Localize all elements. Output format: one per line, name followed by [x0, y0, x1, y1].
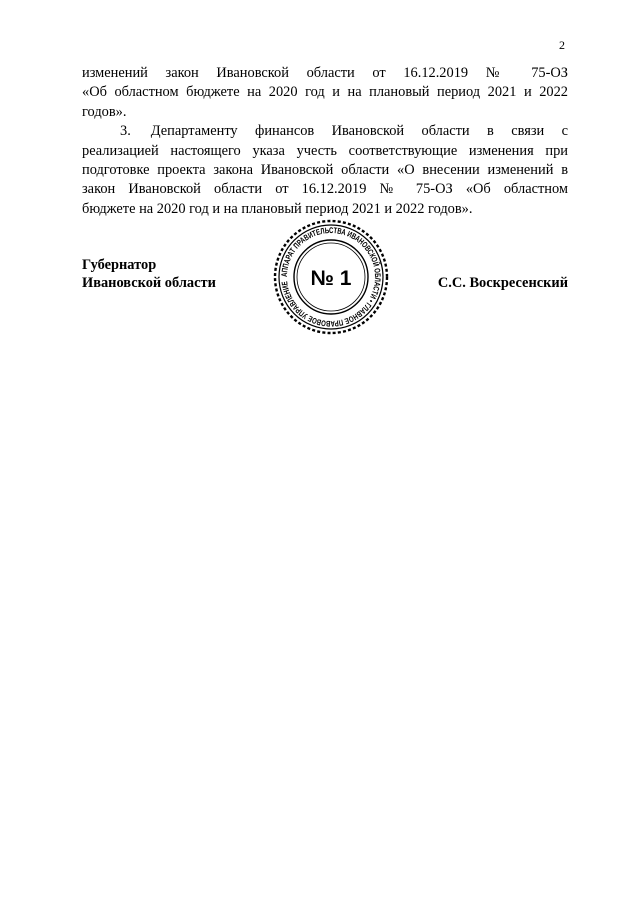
text-line: «Об областном бюджете на 2020 год и на плановый период 2021 и 2022 [82, 84, 568, 101]
position-region: Ивановской области [82, 275, 216, 291]
text-line: реализацией настоящего указа учесть соответствующие изменения при [82, 142, 568, 159]
item-text: Департаменту финансов Ивановской области в связи с [150, 123, 568, 140]
text-line: бюджете на 2020 год и на плановый период 2021 и 2022 годов». [82, 200, 473, 217]
signatory-position [82, 256, 216, 292]
signature-block [82, 256, 568, 336]
text-line: изменений закон Ивановской области от 16.12.2019 № 75-ОЗ [82, 65, 568, 81]
item-number: 3. [120, 123, 131, 140]
paragraph-item-3 [82, 122, 568, 219]
paragraph-continuation [82, 64, 568, 122]
text-line [82, 122, 568, 141]
page-number: 2 [559, 38, 565, 52]
position-title: Губернатор [82, 257, 157, 273]
document-body [82, 64, 568, 219]
seal-ring-text: АППАРАТ ПРАВИТЕЛЬСТВА ИВАНОВСКОЙ ОБЛАСТИ • ГЛАВНОЕ ПРАВОВОЕ УПРАВЛЕНИЕ [279, 225, 383, 329]
text-line: подготовке проекта закона Ивановской области «О внесении изменений в [82, 161, 568, 178]
signatory-name: С.С. Воскресенский [437, 275, 568, 291]
text-line: годов». [82, 103, 127, 120]
seal-number: № 1 [310, 267, 352, 290]
text-line: закон Ивановской области от 16.12.2019 № 75-ОЗ «Об областном [82, 181, 568, 198]
